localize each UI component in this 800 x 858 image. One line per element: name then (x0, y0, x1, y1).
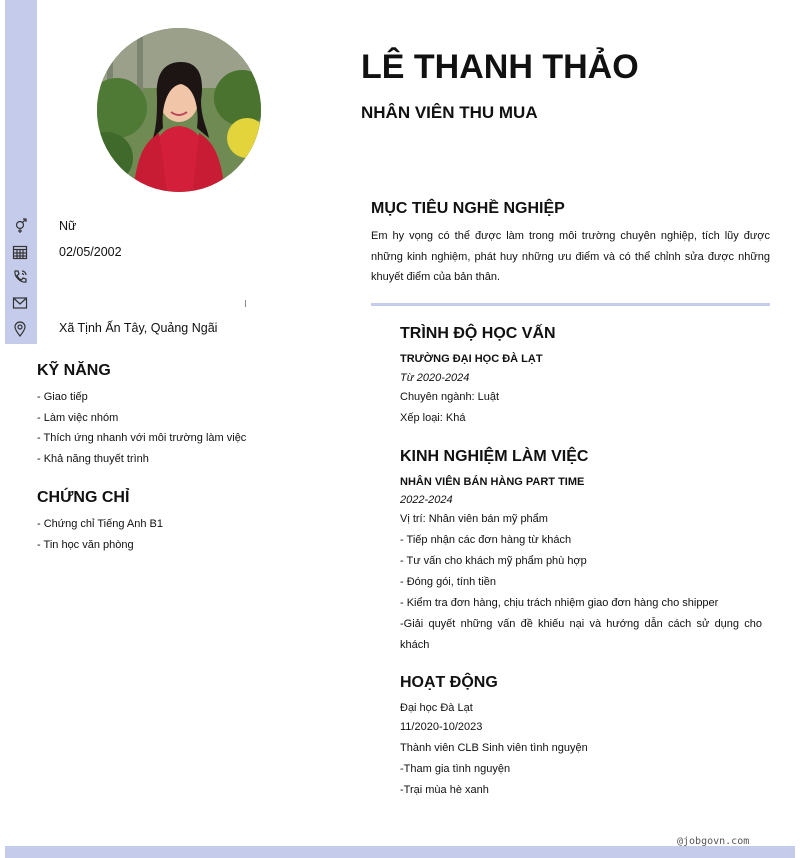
activity-item: -Tham gia tình nguyện (400, 763, 511, 775)
skill-item: - Giao tiếp (37, 391, 88, 403)
experience-title: KINH NGHIỆM LÀM VIỆC (400, 448, 589, 465)
activity-item: Thành viên CLB Sinh viên tình nguyện (400, 742, 588, 754)
avatar-photo (97, 28, 261, 192)
education-major: Chuyên ngành: Luật (400, 391, 500, 403)
phone-icon (12, 269, 28, 285)
education-period: Từ 2020-2024 (400, 372, 470, 384)
experience-task: - Tư vấn cho khách mỹ phẩm phù hợp (400, 555, 587, 567)
activity-item: -Trại mùa hè xanh (400, 784, 489, 796)
bottom-accent-strip (5, 846, 795, 858)
experience-task: - Tiếp nhận các đơn hàng từ khách (400, 534, 572, 546)
activities-title: HOẠT ĐỘNG (400, 674, 498, 691)
gender-text: Nữ (59, 219, 77, 233)
certificate-item: - Chứng chỉ Tiếng Anh B1 (37, 518, 163, 530)
avatar (97, 28, 261, 192)
activity-period: 11/2020-10/2023 (400, 721, 483, 733)
section-divider (371, 303, 770, 306)
address-text: Xã Tịnh Ấn Tây, Quảng Ngãi (59, 321, 218, 335)
location-icon (12, 321, 28, 337)
skill-item: - Thích ứng nhanh với môi trường làm việc (37, 432, 247, 444)
experience-position: Vị trí: Nhân viên bán mỹ phẩm (400, 513, 548, 525)
certificates-title: CHỨNG CHỈ (37, 489, 130, 506)
experience-task: - Kiểm tra đơn hàng, chịu trách nhiệm giao đơn hàng cho shipper (400, 597, 719, 609)
gender-icon (12, 218, 28, 234)
experience-role: NHÂN VIÊN BÁN HÀNG PART TIME (400, 476, 585, 488)
experience-task: - Đóng gói, tính tiền (400, 576, 497, 588)
education-rank: Xếp loại: Khá (400, 412, 466, 424)
left-accent-strip (5, 0, 37, 344)
certificate-item: - Tin học văn phòng (37, 539, 134, 551)
divider-tick (245, 300, 246, 307)
calendar-icon (12, 244, 28, 260)
watermark: @jobgovn.com (677, 836, 750, 847)
experience-period: 2022-2024 (400, 494, 453, 506)
objective-title: MỤC TIÊU NGHỀ NGHIỆP (371, 200, 565, 217)
skill-item: - Khả năng thuyết trình (37, 453, 149, 465)
candidate-name: LÊ THANH THẢO (361, 48, 639, 86)
school-name: TRƯỜNG ĐẠI HỌC ĐÀ LẠT (400, 353, 543, 365)
birthdate-text: 02/05/2002 (59, 245, 122, 259)
activity-org: Đại học Đà Lạt (400, 702, 473, 714)
experience-task: -Giải quyết những vấn đề khiếu nại và hướng dẫn cách sử dụng cho khách (400, 618, 762, 651)
skill-item: - Làm việc nhóm (37, 412, 119, 424)
skills-title: KỸ NĂNG (37, 362, 111, 379)
objective-text: Em hy vọng có thể được làm trong môi trường chuyên nghiệp, tích lũy được những kinh nghiệm, phát huy những ưu điểm và có thể chỉnh sửa được những khuyết điểm của bản thân. (371, 230, 770, 283)
job-title: NHÂN VIÊN THU MUA (361, 103, 538, 122)
education-title: TRÌNH ĐỘ HỌC VẤN (400, 325, 556, 342)
mail-icon (12, 295, 28, 311)
